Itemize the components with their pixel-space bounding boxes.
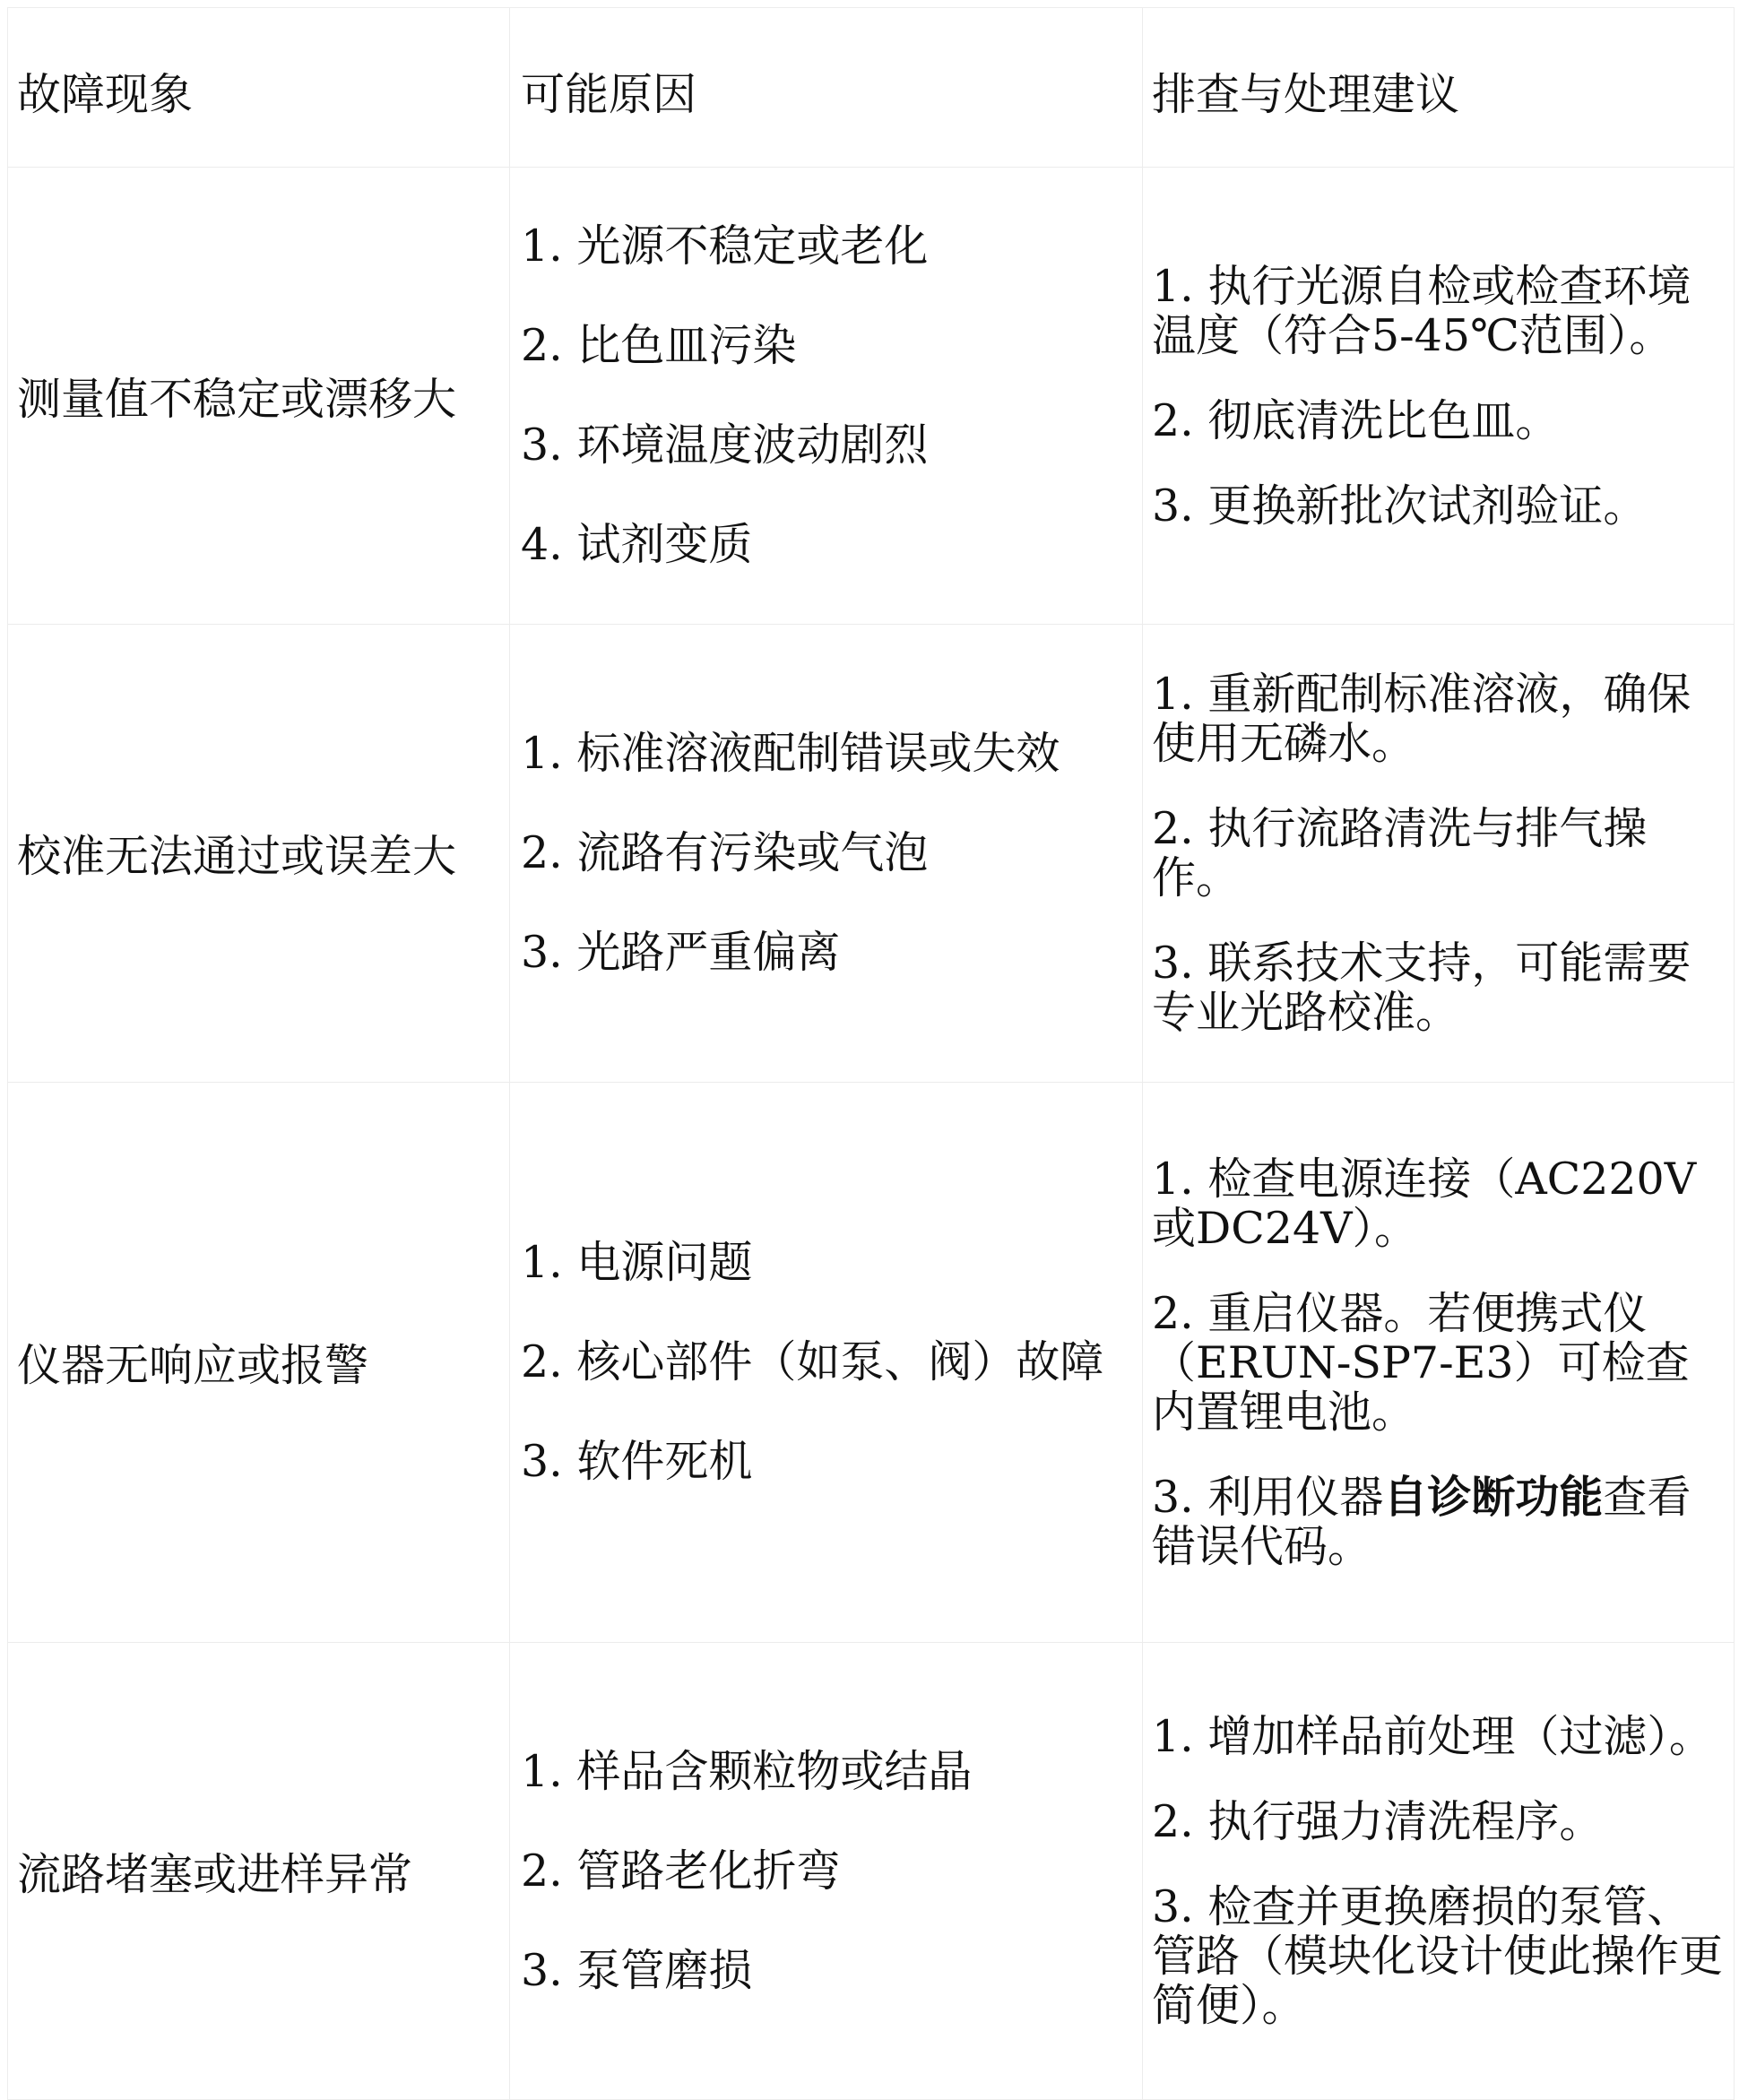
advice-cell — [1143, 625, 1735, 1083]
cause-item: 2. 流路有污染或气泡 — [521, 827, 929, 878]
cause-item: 1. 光源不稳定或老化 — [521, 220, 929, 272]
advice-cell — [1143, 168, 1735, 625]
symptom-cell: 校准无法通过或误差大 — [8, 625, 510, 1083]
table-row — [8, 625, 1735, 1083]
advice-text: 查看错误代码。 — [1152, 1471, 1691, 1572]
advice-item: 3. 联系技术支持，可能需要专业光路校准。 — [1152, 938, 1691, 1038]
cause-item: 4. 试剂变质 — [521, 519, 753, 570]
advice-item: 3. 更换新批次试剂验证。 — [1152, 480, 1648, 531]
header-cause: 可能原因 — [510, 8, 1143, 168]
causes-cell — [510, 1083, 1143, 1643]
advice-item: 2. 重启仪器。若便携式仪（ERUN-SP7-E3）可检查内置锂电池。 — [1152, 1287, 1690, 1438]
advice-item: 1. 增加样品前处理（过滤）。 — [1152, 1711, 1713, 1762]
advice-item: 2. 执行强力清洗程序。 — [1152, 1796, 1604, 1847]
symptom-cell: 测量值不稳定或漂移大 — [8, 168, 510, 625]
cause-item: 2. 比色皿污染 — [521, 320, 797, 371]
cause-item: 3. 泵管磨损 — [521, 1944, 753, 1996]
causes-cell — [510, 625, 1143, 1083]
advice-cell — [1143, 1083, 1735, 1643]
advice-item: 1. 检查电源连接（AC220V或DC24V）。 — [1152, 1153, 1697, 1254]
header-advice: 排查与处理建议 — [1143, 8, 1735, 168]
cause-item: 3. 光路严重偏离 — [521, 927, 841, 978]
advice-emphasis: 自诊断功能 — [1383, 1470, 1604, 1523]
cause-item: 1. 电源问题 — [521, 1237, 753, 1288]
table-row — [8, 1643, 1735, 2100]
cause-item: 3. 软件死机 — [521, 1436, 753, 1487]
cause-item: 1. 样品含颗粒物或结晶 — [521, 1745, 973, 1797]
advice-item: 1. 重新配制标准溶液，确保使用无磷水。 — [1152, 669, 1691, 769]
advice-item: 3. 检查并更换磨损的泵管、管路（模块化设计使此操作更简便）。 — [1152, 1881, 1724, 2031]
advice-item — [1152, 1470, 1728, 1572]
advice-item: 1. 执行光源自检或检查环境温度（符合5-45℃范围）。 — [1152, 260, 1691, 361]
header-row — [8, 8, 1735, 168]
symptom-cell: 仪器无响应或报警 — [8, 1083, 510, 1643]
advice-cell — [1143, 1643, 1735, 2100]
causes-cell — [510, 168, 1143, 625]
symptom-cell: 流路堵塞或进样异常 — [8, 1643, 510, 2100]
cause-item: 1. 标准溶液配制错误或失效 — [521, 728, 1060, 779]
cause-item: 2. 核心部件（如泵、阀）故障 — [521, 1336, 1104, 1387]
advice-item: 2. 执行流路清洗与排气操作。 — [1152, 803, 1648, 903]
table-row — [8, 168, 1735, 625]
causes-cell — [510, 1643, 1143, 2100]
table-row — [8, 1083, 1735, 1643]
header-symptom: 故障现象 — [8, 8, 510, 168]
cause-item: 2. 管路老化折弯 — [521, 1845, 841, 1897]
cause-item: 3. 环境温度波动剧烈 — [521, 419, 929, 471]
advice-text: 3. 利用仪器 — [1152, 1471, 1384, 1523]
advice-item: 2. 彻底清洗比色皿。 — [1152, 394, 1560, 446]
fault-troubleshooting-table — [7, 7, 1735, 2100]
